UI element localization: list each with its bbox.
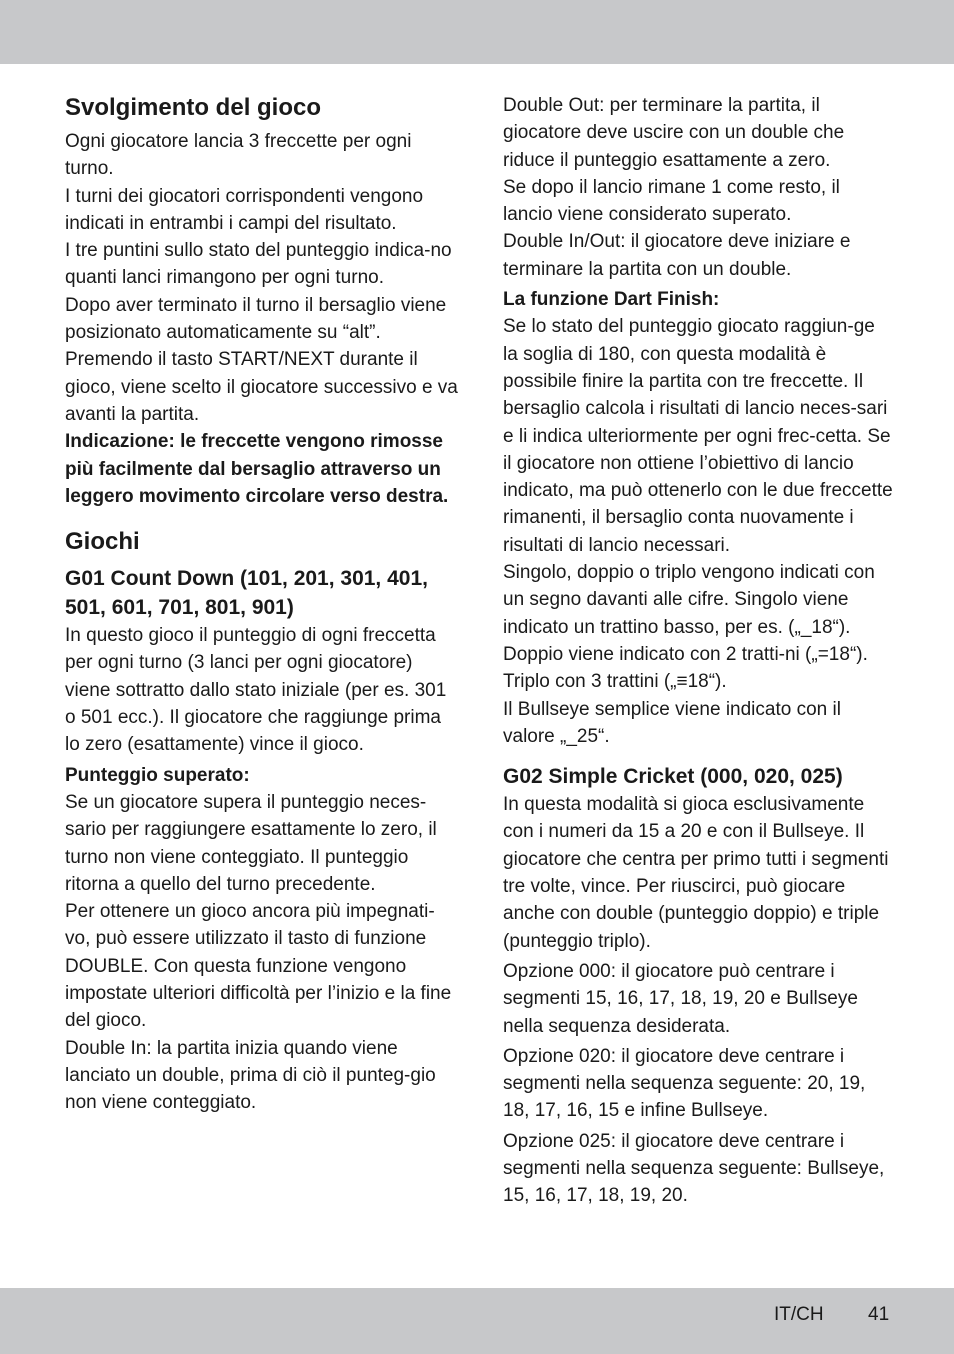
paragraph: Dopo aver terminato il turno il bersaglio viene posizionato automaticamente su “alt”. bbox=[65, 294, 447, 344]
paragraph: I turni dei giocatori corrispondenti vengono indicati in entrambi i campi del risultato. bbox=[65, 185, 424, 234]
paragraph: Opzione 000: il giocatore può centrare i segmenti 15, 16, 17, 18, 19, 20 e Bullseye nella sequenza desiderata. bbox=[503, 960, 858, 1037]
paragraph: I tre puntini sullo stato del punteggio indica-no quanti lanci rimangono per ogni turno. bbox=[65, 240, 452, 289]
footer-language: IT/CH bbox=[774, 1304, 824, 1325]
paragraph: Premendo il tasto START/NEXT durante il gioco, viene scelto il giocatore successivo e va avanti la partita. bbox=[65, 349, 458, 425]
subheading-dart-finish: La funzione Dart Finish: bbox=[503, 289, 720, 311]
paragraph: Se un giocatore supera il punteggio neces-sario per raggiungere esattamente lo zero, il turno non viene conteggiato. Il punteggio ritorna a quello del turno precedente. bbox=[65, 791, 437, 895]
heading-svolgimento: Svolgimento del gioco bbox=[65, 94, 322, 121]
header-band bbox=[0, 0, 954, 64]
heading-g02: G02 Simple Cricket (000, 020, 025) bbox=[503, 765, 843, 789]
paragraph: Il Bullseye semplice viene indicato con il valore „_25“. bbox=[503, 698, 841, 747]
paragraph: Se dopo il lancio rimane 1 come resto, il lancio viene considerato superato. bbox=[503, 176, 840, 226]
paragraph: Per ottenere un gioco ancora più impegnati-vo, può essere utilizzato il tasto di funzione DOUBLE. Con questa funzione vengono impostate ulteriori difficoltà per l’inizio e la fine del gioco. bbox=[65, 901, 452, 1032]
paragraph: Double In/Out: il giocatore deve iniziare e terminare la partita con un double. bbox=[503, 231, 851, 280]
left-column bbox=[65, 90, 460, 1117]
paragraph: In questo gioco il punteggio di ogni freccetta per ogni turno (3 lanci per ogni giocatore) viene sottratto dallo stato iniziale (per es. 301 o 501 ecc.). Il giocatore che raggiunge prima lo zero (esattamente) vince il gioco. bbox=[65, 625, 447, 756]
paragraph: In questa modalità si gioca esclusivamente con i numeri da 15 a 20 e con il Bullseye. Il giocatore che centra per primo tutti i segmenti tre volte, vince. Per riuscirci, può giocare anche con double (punteggio doppio) e triple (punteggio triplo). bbox=[503, 794, 889, 952]
paragraph: Opzione 025: il giocatore deve centrare i segmenti nella sequenza seguente: Bullseye, 15, 16, 17, 18, 19, 20. bbox=[503, 1130, 885, 1207]
heading-g01: G01 Count Down (101, 201, 301, 401, 501, 601, 701, 801, 901) bbox=[65, 567, 428, 620]
subheading-punteggio-superato: Punteggio superato: bbox=[65, 764, 250, 786]
right-column bbox=[503, 92, 893, 1210]
paragraph: Opzione 020: il giocatore deve centrare i segmenti nella sequenza seguente: 20, 19, 18, 17, 16, 15 e infine Bullseye. bbox=[503, 1045, 866, 1122]
paragraph: Ogni giocatore lancia 3 freccette per ogni turno. bbox=[65, 131, 412, 180]
note-paragraph: Indicazione: le freccette vengono rimosse più facilmente dal bersaglio attraverso un leggero movimento circolare verso destra. bbox=[65, 431, 449, 507]
page-number: 41 bbox=[868, 1304, 890, 1325]
paragraph: Se lo stato del punteggio giocato raggiun-ge la soglia di 180, con questa modalità è possibile finire la partita con tre freccette. Il bersaglio calcola i risultati di lancio neces-sari e li indica ulteriormente per ogni frec-cetta. Se il giocatore non ottiene l’obiettivo di lancio indicato, ma può ottenerlo con le due freccette rimanenti, il bersaglio conta nuovamente i risultati di lancio necessari. bbox=[503, 316, 893, 556]
paragraph: Singolo, doppio o triplo vengono indicati con un segno davanti alle cifre. Singolo viene indicato un trattino basso, per es. („_18“). Doppio viene indicato con 2 tratti-ni („=18“). Triplo con 3 trattini („≡18“). bbox=[503, 562, 875, 693]
paragraph: Double Out: per terminare la partita, il giocatore deve uscire con un double che riduce il punteggio esattamente a zero. bbox=[503, 95, 845, 171]
paragraph: Double In: la partita inizia quando viene lanciato un double, prima di ciò il punteg-gio non viene conteggiato. bbox=[65, 1037, 436, 1114]
heading-giochi: Giochi bbox=[65, 528, 140, 556]
